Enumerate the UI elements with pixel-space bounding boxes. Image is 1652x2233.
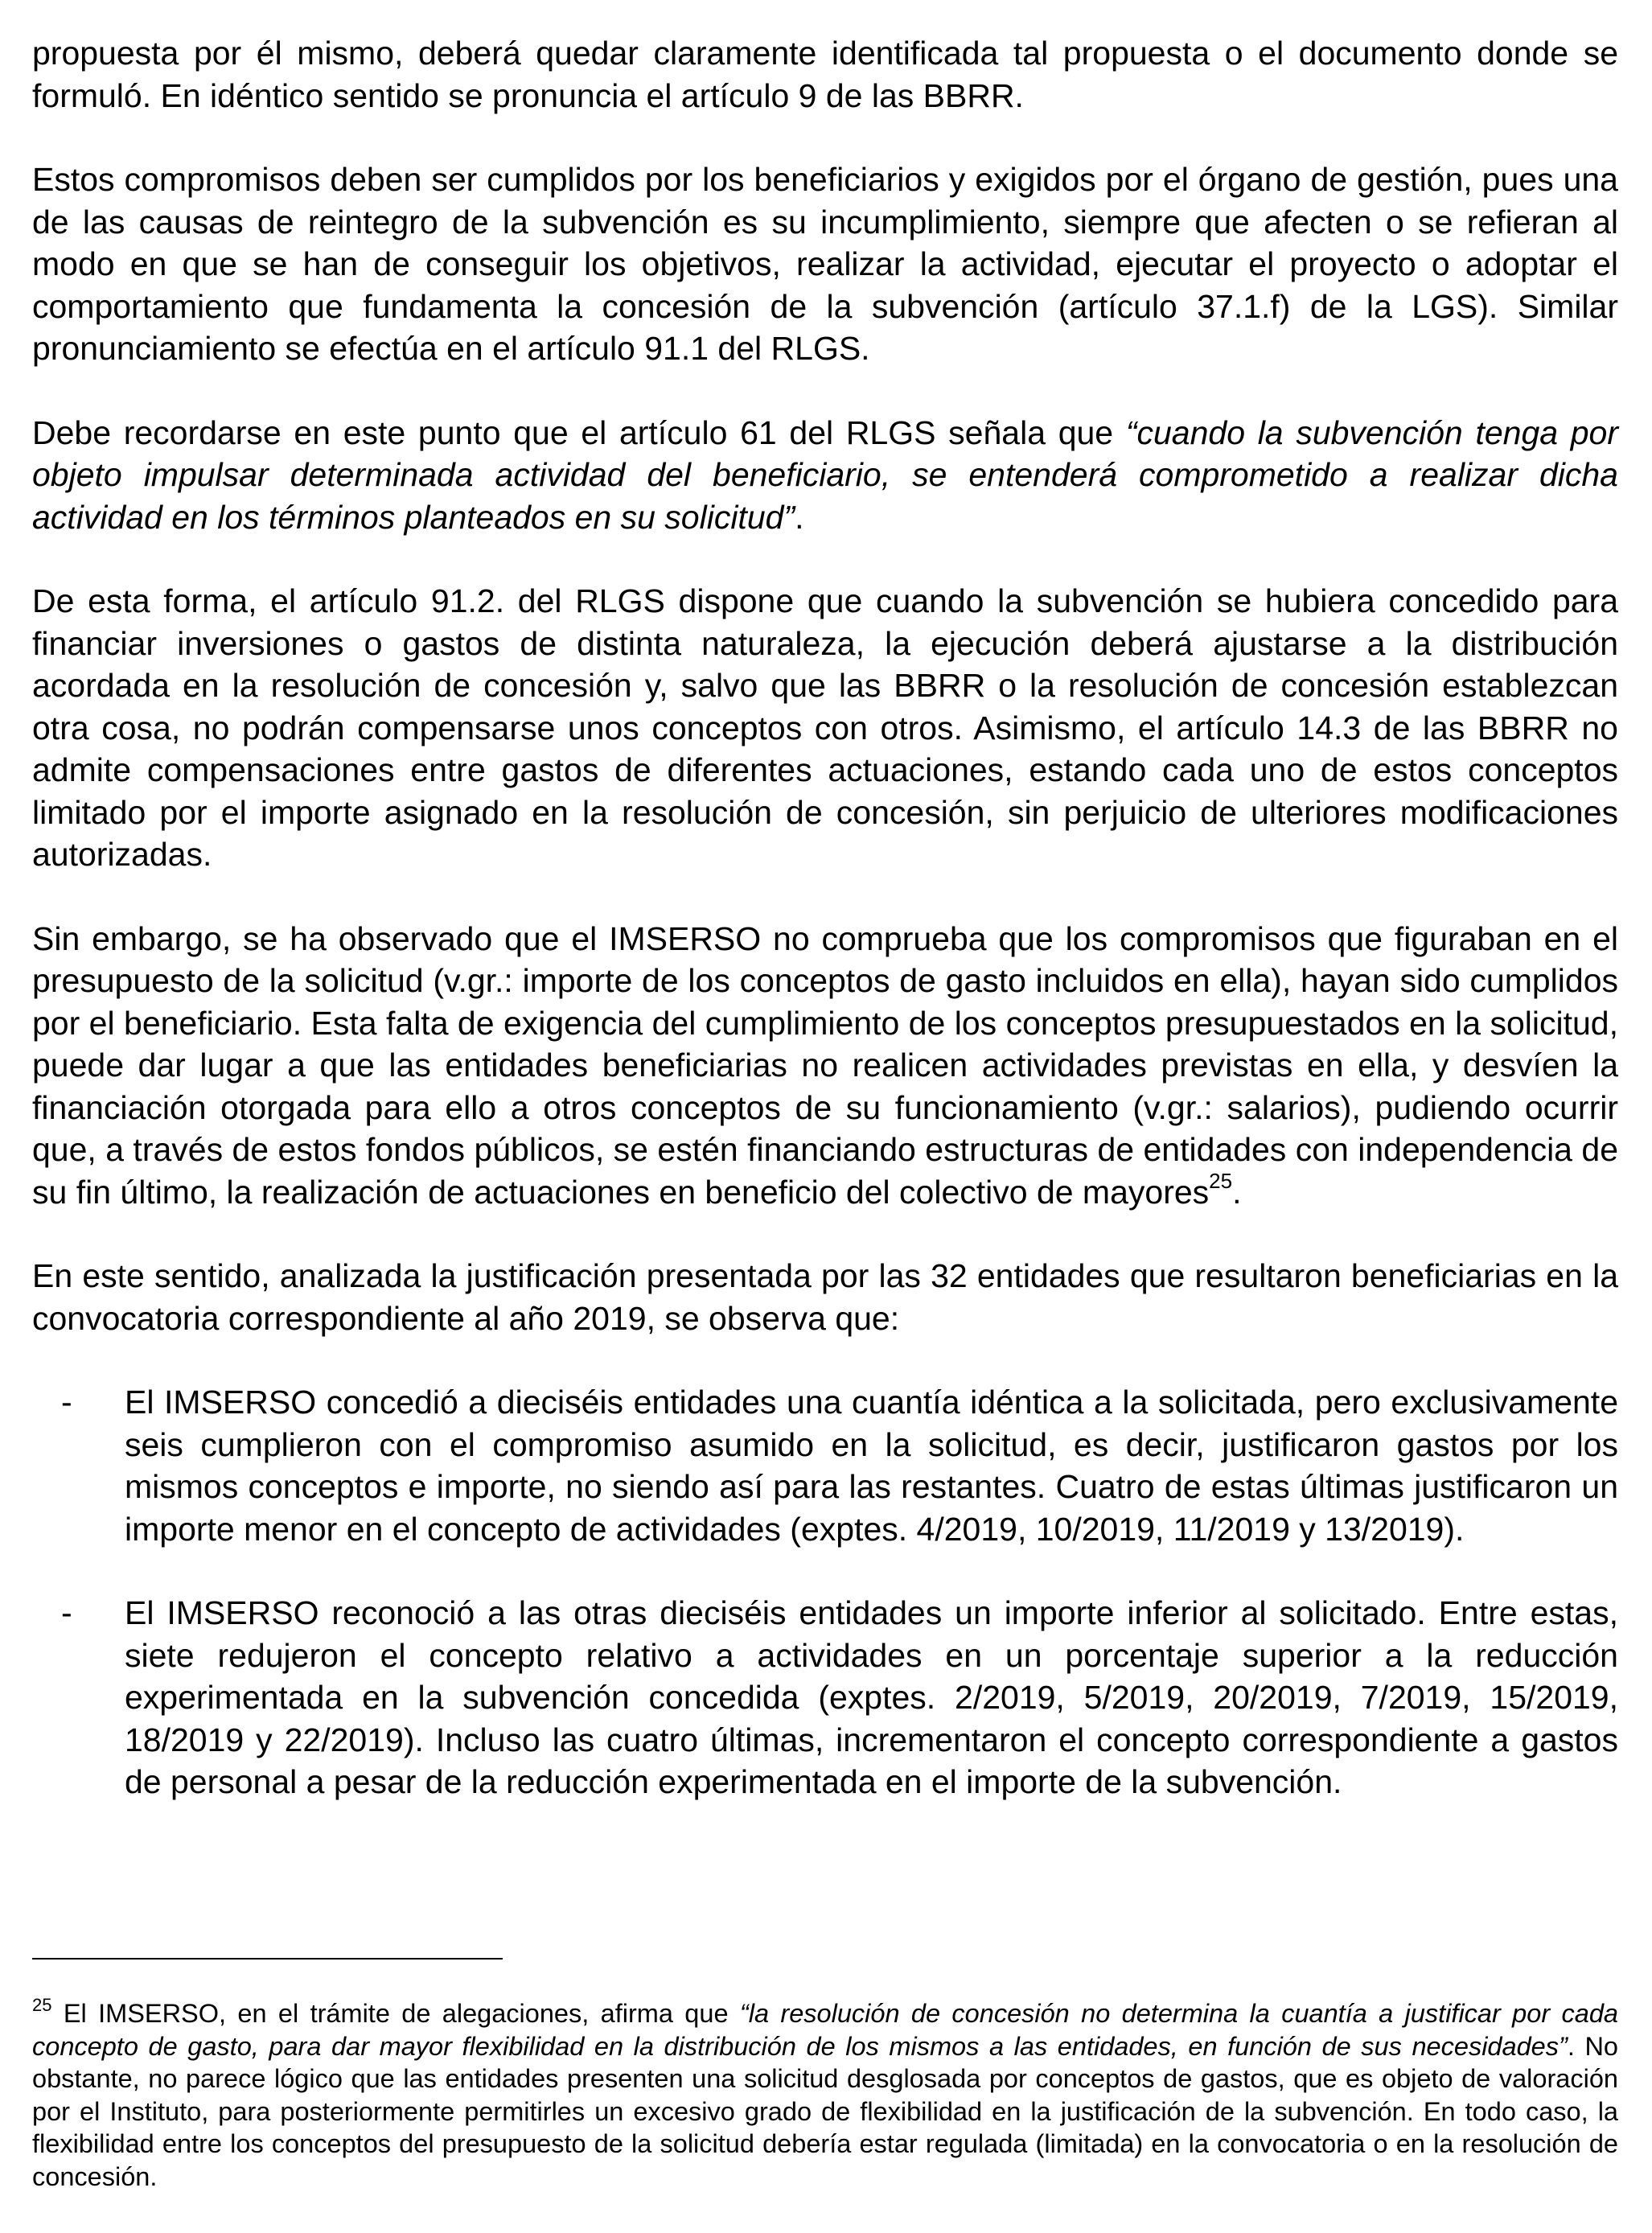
document-page	[32, 32, 1618, 1845]
footnote-number: 25	[32, 1995, 52, 2016]
footnote-separator	[32, 1958, 503, 1960]
footnote-quote: “la resolución de concesión no determina la cuantía a justificar por cada concepto de gasto, para dar mayor flexibilidad en la distribución de los mismos a las entidades, en función de sus necesidades”	[32, 1999, 1618, 2061]
footnote-reference: 25	[1209, 1168, 1233, 1193]
paragraph-en-este-sentido: En este sentido, analizada la justificación presentada por las 32 entidades que resultaron beneficiarias en la convocatoria correspondiente al año 2019, se observa que:	[32, 1257, 1618, 1337]
paragraph-sin-embargo	[32, 918, 1618, 1214]
footnote-rest: . No obstante, no parece lógico que las entidades presenten una solicitud desglosada por conceptos de gastos, que es objeto de valoración por el Instituto, para posteriormente permitirles un excesivo grado de flexibilidad en la justificación de la subvención. En todo caso, la flexibilidad entre los conceptos del presupuesto de la solicitud debería estar regulada (limitada) en la convocatoria o en la resolución de concesión.	[32, 2031, 1618, 2191]
paragraph-articulo-61-quote: “cuando la subvención tenga por objeto impulsar determinada actividad del beneficiario, se entenderá comprometido a realizar dicha actividad en los términos planteados en su solicitud”	[32, 413, 1619, 536]
paragraph-articulo-61-end: .	[795, 498, 804, 536]
list-item-marker: -	[61, 1594, 72, 1631]
list-item-text: El IMSERSO concedió a dieciséis entidades una cuantía idéntica a la solicitada, pero exclusivamente seis cumplieron con el compromiso asumido en la solicitud, es decir, justificaron gastos por los mismos conceptos e importe, no siendo así para las restantes. Cuatro de estas últimas justificaron un importe menor en el concepto de actividades (exptes. 4/2019, 10/2019, 11/2019 y 13/2019).	[125, 1384, 1618, 1548]
paragraph-articulo-61-lead: Debe recordarse en este punto que el artículo 61 del RLGS señala que	[32, 413, 1126, 451]
list-item-text: El IMSERSO reconoció a las otras dieciséis entidades un importe inferior al solicitado. Entre estas, siete redujeron el concepto relativo a actividades en un porcentaje superior a la reducción experimentada en la subvención concedida (exptes. 2/2019, 5/2019, 20/2019, 7/2019, 15/2019, 18/2019 y 22/2019). Incluso las cuatro últimas, incrementaron el concepto correspondiente a gastos de personal a pesar de la reducción experimentada en el importe de la subvención.	[125, 1594, 1618, 1800]
paragraph-compromisos: Estos compromisos deben ser cumplidos por los beneficiarios y exigidos por el órgano de gestión, pues una de las causas de reintegro de la subvención es su incumplimiento, siempre que afecten o se refieran al modo en que se han de conseguir los objetivos, realizar la actividad, ejecutar el proyecto o adoptar el comportamiento que fundamenta la concesión de la subvención (artículo 37.1.f) de la LGS). Similar pronunciamiento se efectúa en el artículo 91.1 del RLGS.	[32, 161, 1618, 367]
paragraph-continuation: propuesta por él mismo, deberá quedar claramente identificada tal propuesta o el documento donde se formuló. En idéntico sentido se pronuncia el artículo 9 de las BBRR.	[32, 35, 1618, 114]
paragraph-sin-embargo-end: .	[1232, 1173, 1242, 1211]
footnote	[32, 1997, 1618, 2193]
list-item	[32, 1592, 1618, 1803]
paragraph-articulo-61	[32, 412, 1618, 539]
list-item	[32, 1381, 1618, 1550]
list-item-marker: -	[61, 1384, 72, 1421]
paragraph-sin-embargo-text: Sin embargo, se ha observado que el IMSERSO no comprueba que los compromisos que figuraban en el presupuesto de la solicitud (v.gr.: importe de los conceptos de gasto incluidos en ella), hayan sido cumplidos por el beneficiario. Esta falta de exigencia del cumplimiento de los conceptos presupuestados en la solicitud, puede dar lugar a que las entidades beneficiarias no realicen actividades previstas en ella, y desvíen la financiación otorgada para ello a otros conceptos de su funcionamiento (v.gr.: salarios), pudiendo ocurrir que, a través de estos fondos públicos, se estén financiando estructuras de entidades con independencia de su fin último, la realización de actuaciones en beneficio del colectivo de mayores	[32, 919, 1618, 1211]
footnote-lead: El IMSERSO, en el trámite de alegaciones, afirma que	[51, 1999, 740, 2028]
paragraph-articulo-91-2: De esta forma, el artículo 91.2. del RLGS dispone que cuando la subvención se hubiera concedido para financiar inversiones o gastos de distinta naturaleza, la ejecución deberá ajustarse a la distribución acordada en la resolución de concesión y, salvo que las BBRR o la resolución de concesión establezcan otra cosa, no podrán compensarse unos conceptos con otros. Asimismo, el artículo 14.3 de las BBRR no admite compensaciones entre gastos de diferentes actuaciones, estando cada uno de estos conceptos limitado por el importe asignado en la resolución de concesión, sin perjuicio de ulteriores modificaciones autorizadas.	[32, 582, 1618, 873]
